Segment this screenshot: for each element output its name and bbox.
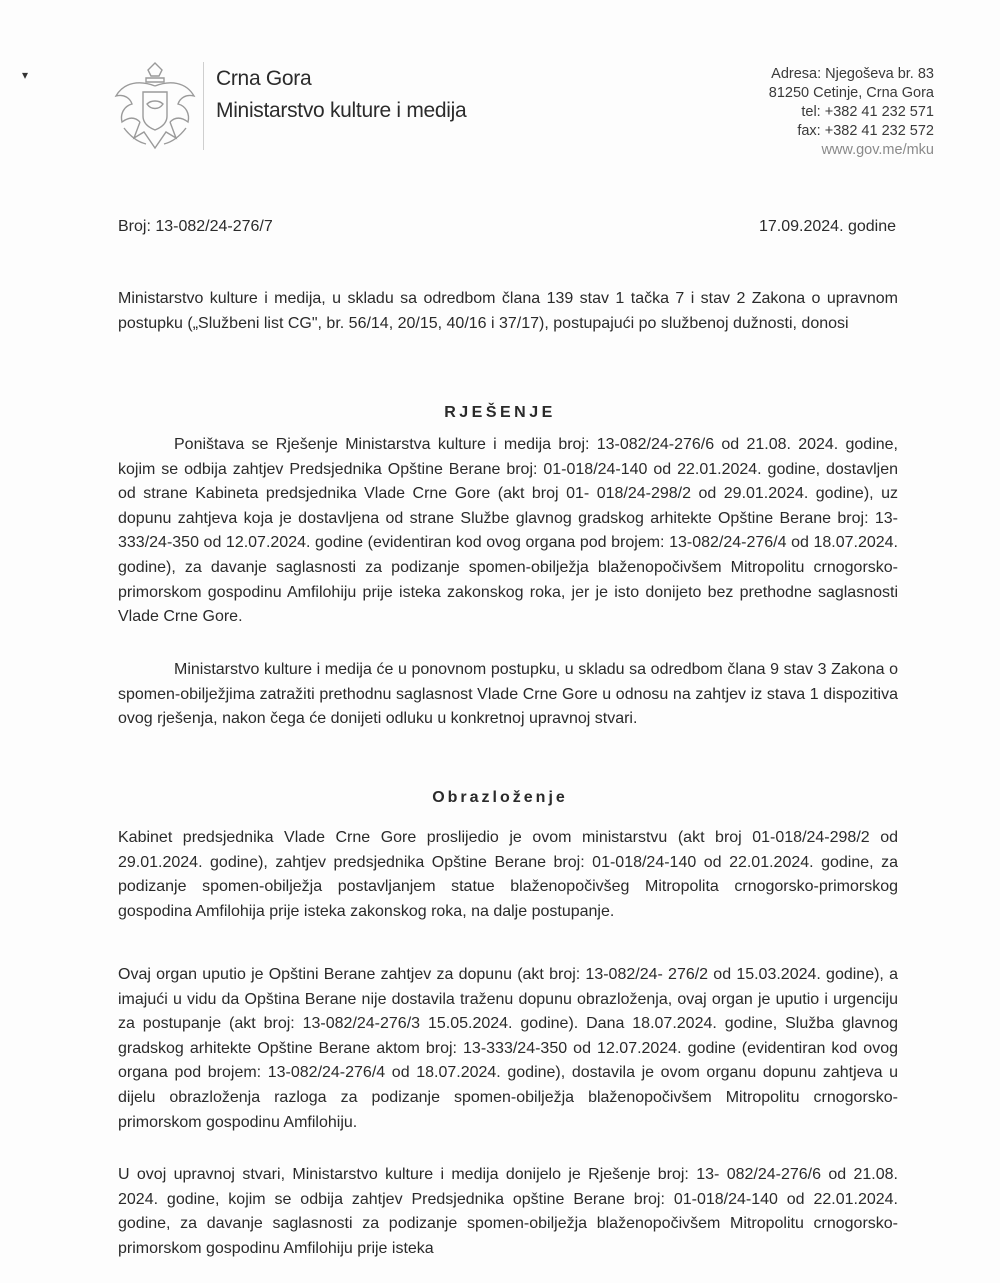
telephone: tel: +382 41 232 571 bbox=[801, 104, 934, 120]
contact-block bbox=[769, 65, 934, 160]
decision-paragraph: Ministarstvo kulture i medija će u ponovnom postupku, u skladu sa odredbom člana 9 stav 3 Zakona o spomen-obilježjima zatražiti prethodnu saglasnost Vlade Crne Gore u odnosu na zahtjev iz stava 1 dispozitiva ovog rješenja, nakon čega će donijeti odluku u konkretnoj upravnoj stvari. bbox=[118, 661, 898, 728]
address-line-2: 81250 Cetinje, Crna Gora bbox=[768, 85, 934, 101]
reasoning-paragraph: Kabinet predsjednika Vlade Crne Gore proslijedio je ovom ministarstvu (akt broj 01-018/24-298/2 od 29.01.2024. godine), zahtjev predsjednika Opštine Berane broj: 01-018/24-140 od 22.01.2024. godine, za podizanje spomen-obilježja postavljanjem statue blaženopočivšeg Mitropolita crnogorsko-primorskog gospodina Amfilohija prije isteka zakonskog roka, na dalje postupanje. bbox=[118, 829, 898, 920]
reasoning-paragraph: U ovoj upravnoj stvari, Ministarstvo kulture i medija donijelo je Rješenje broj: 13- 082/24-276/6 od 21.08. 2024. godine, kojim se odbija zahtjev Predsjednika opštine Berane broj: 01-018/24-140 od 22.01.2024. godine, za davanje saglasnosti za podizanje spomen-obilježja blaženopočivšem Mitropolitu crnogorsko-primorskom gospodinu Amfilohiju prije isteka bbox=[118, 1166, 898, 1257]
website-link[interactable]: www.gov.me/mku bbox=[821, 142, 934, 158]
decision-heading: RJEŠENJE bbox=[444, 404, 556, 421]
country-name: Crna Gora bbox=[216, 67, 312, 90]
decision-paragraph: Poništava se Rješenje Ministarstva kulture i medija broj: 13-082/24-276/6 od 21.08. 2024. godine, kojim se odbija zahtjev Predsjednika Opštine Berane broj: 01-018/24-140 od 22.01.2024. godine, dostavljen od strane Kabineta predsjednika Vlade Crne Gore (akt broj 01- 018/24-298/2 od 29.01.2024. godine), uz dopunu zahtjeva koja je dostavljena od strane Službe glavnog gradskog arhitekte Opštine Berane broj: 13-333/24-350 od 12.07.2024. godine (evidentiran kod ovog organa pod brojem: 13-082/24-276/4 od 18.07.2024. godine), za davanje saglasnosti za podizanje spomen-obilježja blaženopočivšem Mitropolitu crnogorsko-primorskom gospodinu Amfilohiju prije isteka zakonskog roka, jer je isto donijeto bez prethodne saglasnosti Vlade Crne Gore. bbox=[118, 436, 898, 626]
reference-number: Broj: 13-082/24-276/7 bbox=[118, 218, 273, 235]
intro-paragraph: Ministarstvo kulture i medija, u skladu sa odredbom člana 139 stav 1 tačka 7 i stav 2 Zakona o upravnom postupku („Službeni list CG", br. 56/14, 20/15, 40/16 i 37/17), postupajući po službenoj dužnosti, donosi bbox=[118, 290, 898, 332]
address-line-1: Adresa: Njegoševa br. 83 bbox=[771, 66, 934, 82]
document-date: 17.09.2024. godine bbox=[758, 218, 896, 235]
coat-of-arms-icon bbox=[110, 58, 200, 153]
fax: fax: +382 41 232 572 bbox=[797, 123, 934, 139]
ministry-name: Ministarstvo kulture i medija bbox=[216, 99, 467, 122]
reasoning-heading: Obrazloženje bbox=[432, 789, 568, 806]
letterhead-divider bbox=[203, 62, 204, 150]
reasoning-paragraph: Ovaj organ uputio je Opštini Berane zahtjev za dopunu (akt broj: 13-082/24- 276/2 od 15.03.2024. godine), a imajući u vidu da Opština Berane nije dostavila traženu dopunu obrazloženja, ovaj organ je uputio i urgenciju za postupanje (akt broj: 13-082/24-276/3 15.05.2024. godine). Dana 18.07.2024. godine, Služba glavnog gradskog arhitekte Opštine Berane aktom broj: 13-333/24-350 od 12.07.2024. godine (evidentiran kod ovog organa pod brojem: 13-082/24-276/4 od 18.07.2024. godine), dostavila je ovom organu dopunu zahtjeva u dijelu obrazloženja razloga za podizanje spomen-obilježja blaženopočivšem Mitropolitu crnogorsko-primorskom gospodinu Amfilohiju. bbox=[118, 966, 898, 1131]
margin-mark: ▾ bbox=[22, 68, 29, 82]
